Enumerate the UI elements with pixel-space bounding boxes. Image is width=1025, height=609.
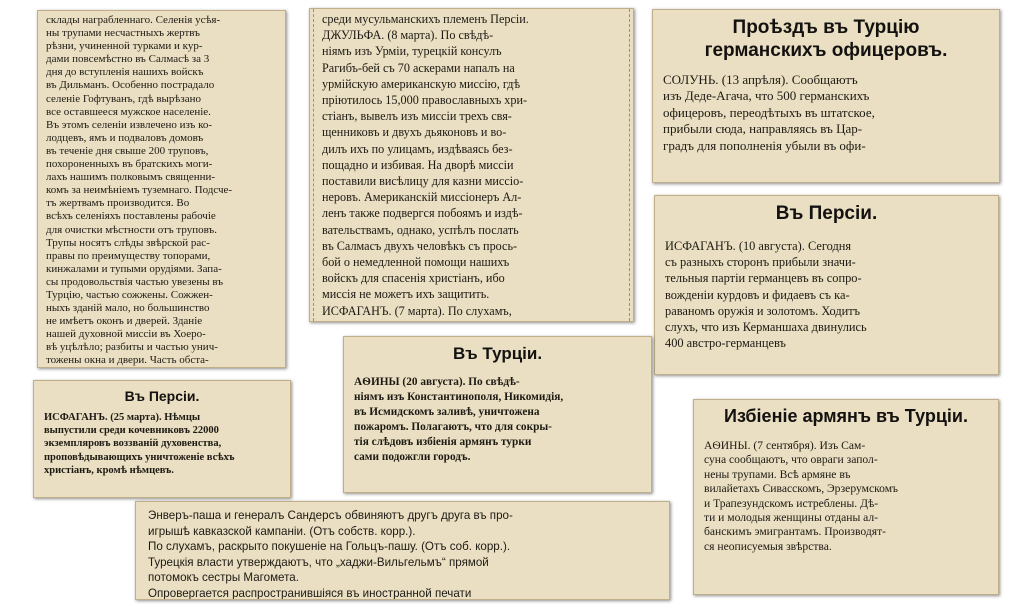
text-line: ДЖУЛЬФА. (8 марта). По свѣдѣ- — [322, 28, 494, 43]
text-line: ИСФАГАНЪ. (10 августа). Сегодня — [665, 239, 852, 253]
text-line: офицеровъ, переодѣтыхъ въ штатское, — [663, 104, 875, 120]
text-line: ИСФАГАНЪ. (7 марта). По слухамъ, — [322, 303, 512, 318]
text-line: бой о немедленной помощи нашихъ — [322, 255, 510, 270]
text-line: раваномъ оружія и золотомъ. Ходитъ — [665, 303, 861, 318]
text-line: войскъ для спасенія христіанъ, ибо — [322, 271, 505, 286]
text-line: и Трапезундскомъ истреблены. Дѣ- — [704, 496, 879, 510]
text-line: комъ за неимѣніемъ туземнаго. Подсче- — [46, 184, 233, 197]
clipping-heading: Избіеніе армянъ въ Турціи. — [724, 406, 968, 426]
text-line: ныхъ зданій мало, но большинство — [46, 302, 210, 315]
text-line: въ Дильманъ. Особенно пострадало — [46, 79, 215, 92]
text-line: суна сообщаютъ, что овраги запол- — [704, 453, 878, 467]
text-line: слухъ, что изъ Керманшаха двинулись — [665, 320, 867, 335]
text-line: лахъ нашимъ полковымъ священни- — [46, 171, 216, 184]
text-line: вожденіи курдовъ и фидаевъ съ ка- — [665, 287, 850, 302]
text-line: все оставшееся мужское населеніе. — [46, 105, 211, 118]
clipping-julfa — [309, 8, 634, 322]
text-line: лодцевъ, ямъ и подваловъ домовъ — [46, 131, 204, 144]
clipping-body — [44, 411, 280, 477]
text-line: неровъ. Американскій миссіонеръ Ал- — [322, 190, 522, 205]
text-line: тія слѣдовъ избіенія армянъ турки — [354, 436, 532, 448]
text-line: всѣхъ селеніяхъ поставлены рабочіе — [46, 210, 216, 223]
text-line: ленъ также подвергся побоямъ и издѣ- — [322, 206, 523, 221]
text-line: нены трупами. Всѣ армяне въ — [704, 467, 851, 481]
text-line: экземпляровъ воззваній духовенства, — [44, 438, 222, 450]
text-line: СОЛУНЬ. (13 апрѣля). Сообщаютъ — [663, 72, 858, 87]
clipping-heading: Въ Турціи. — [452, 344, 543, 363]
text-line: пожаромъ. Полагаютъ, что для сокры- — [354, 421, 552, 433]
text-line: дами повсемѣстно въ Салмасѣ за 3 — [46, 53, 210, 66]
text-line: Энверъ-паша и генералъ Сандерсъ обвиняютъ другъ друга въ про- — [148, 509, 513, 522]
text-line: щенниковъ и двухъ дьяконовъ и во- — [322, 125, 507, 140]
text-line: изъ Деде-Агача, что 500 германскихъ — [663, 88, 870, 104]
text-line: склады награбленнаго. Селенія усѣя- — [46, 14, 221, 26]
text-line: пріютилось 15,000 православныхъ хри- — [322, 93, 528, 108]
text-line: среди мусульманскихъ племенъ Персіи. — [322, 12, 529, 26]
clipping-turkey-athens — [343, 336, 652, 493]
clipping-heading: Въ Персіи. — [124, 388, 200, 404]
clipping-body — [354, 375, 641, 465]
clipping-body — [665, 238, 988, 351]
text-line: АѲИНЫ. (7 сентября). Изъ Сам- — [704, 439, 866, 452]
text-line: ны трупами несчастныхъ жертвъ — [46, 27, 200, 40]
text-line: выпустили среди кочевниковъ 22000 — [44, 425, 219, 437]
text-line: селеніе Гофтуванъ, гдѣ вырѣзано — [46, 92, 201, 105]
text-line: вательствамъ, однако, успѣлъ послать — [322, 222, 519, 237]
text-line: урмійскую американскую миссію, гдѣ — [322, 76, 521, 91]
text-line: вѣ уцѣлѣло; разбиты и частью унич- — [46, 341, 218, 354]
text-line: прибыли сюда, направляясь въ Цар- — [663, 121, 863, 137]
text-line: Въ этомъ селеніи извлечено изъ ко- — [46, 118, 213, 131]
text-line: христіанъ, кромѣ нѣмцевъ. — [44, 464, 174, 476]
clipping-german-officers — [652, 9, 1000, 183]
text-line: 400 австро-германцевъ — [665, 336, 786, 351]
text-line: вилайетахъ Сивасскомъ, Эрзерумскомъ — [704, 482, 899, 496]
clipping-salmas — [37, 10, 286, 368]
text-line: ся неописуемыя звѣрства. — [704, 539, 832, 553]
text-line: ИСФАГАНЪ. (25 марта). Нѣмцы — [44, 412, 201, 423]
text-line: правы по преимуществу топорами, — [46, 249, 211, 262]
clipping-enver-pasha — [135, 501, 670, 600]
text-line: не имѣетъ оконъ и дверей. Зданіе — [46, 315, 203, 328]
text-line: проповѣдывающихъ уничтоженіе всѣхъ — [44, 451, 235, 463]
text-line: Рагибъ-бей съ 70 аскерами напалъ на — [322, 60, 515, 75]
clipping-heading: Въ Персіи. — [775, 203, 878, 224]
text-line: игрышѣ кавказской кампаніи. (Отъ собств. корр.). — [148, 524, 416, 538]
text-line: миссія не можетъ ихъ защитить. — [322, 287, 490, 302]
clipping-heading: Проѣздъ въ Турцію германскихъ офицеровъ. — [704, 17, 948, 61]
text-line: тъ жертвамъ производится. Во — [46, 197, 190, 210]
text-line: градъ для пополненія убыли въ офи- — [663, 137, 866, 153]
clipping-armenian-massacre — [693, 399, 999, 595]
text-line: банскимъ эмигрантамъ. Производят- — [704, 525, 887, 539]
text-line: съ разныхъ сторонъ прибыли значи- — [665, 255, 856, 270]
text-line: въ теченіе дня свыше 200 труповъ, — [46, 144, 209, 157]
text-line: потомокъ сестры Магомета. — [148, 571, 299, 584]
text-line: сами подожгли городъ. — [354, 451, 471, 463]
text-line: пощадно и избивая. На дворѣ миссіи — [322, 157, 514, 172]
text-line: кинжалами и тупыми орудіями. Запа- — [46, 262, 222, 275]
text-line: сы продовольствія частью увезены въ — [46, 275, 224, 288]
clipping-persia-august — [654, 195, 999, 375]
text-line: Трупы носятъ слѣды звѣрской рас- — [46, 236, 210, 249]
text-line: поставили висѣлицу для казни миссіо- — [322, 174, 524, 189]
text-line: въ Салмасъ двухъ человѣкъ съ прось- — [322, 238, 518, 253]
text-line: дилъ ихъ по улицамъ, издѣваясь без- — [322, 141, 513, 156]
clipping-body — [663, 72, 989, 154]
clipping-persia-march — [33, 380, 291, 498]
text-line: въ Исмидскомъ заливѣ, уничтожена — [354, 406, 540, 418]
text-line: для очистки мѣстности отъ труповъ. — [46, 223, 217, 236]
clipping-body — [46, 14, 277, 368]
text-line: По слухамъ, раскрыто покушеніе на Гольцъ-пашу. (Отъ соб. корр.). — [148, 540, 511, 553]
text-line: Турцію, частью сожжены. Сожжен- — [46, 288, 213, 301]
text-line: тельныя партіи германцевъ въ сопро- — [665, 271, 862, 286]
text-line: АѲИНЫ (20 августа). По свѣдѣ- — [354, 376, 520, 388]
text-line: тожены окна и двери. Часть обста- — [46, 354, 209, 367]
text-line: дня до вступленія нашихъ войскъ — [46, 66, 204, 79]
text-line: Турецкія власти утверждаютъ, что „хаджи-Вильгельмъ“ прямой — [148, 555, 489, 569]
clipping-body — [148, 508, 657, 600]
text-line: нашей духовной миссіи въ Хоеро- — [46, 328, 206, 341]
clipping-body — [704, 439, 988, 554]
text-line: рѣзни, учиненной турками и кур- — [46, 40, 203, 53]
clipping-body — [322, 11, 625, 319]
text-line: Опровергается распространившіяся въ иностранной печати — [148, 586, 472, 600]
text-line: стіанъ, вывелъ изъ миссіи трехъ свя- — [322, 109, 512, 124]
text-line: ніямъ изъ Урміи, турецкій консулъ — [322, 44, 502, 59]
text-line: ти и молодыя женщины отданы ал- — [704, 511, 879, 525]
text-line: похороненныхъ въ братскихъ моги- — [46, 158, 213, 171]
text-line: ніямъ изъ Константинополя, Никомидія, — [354, 391, 564, 403]
